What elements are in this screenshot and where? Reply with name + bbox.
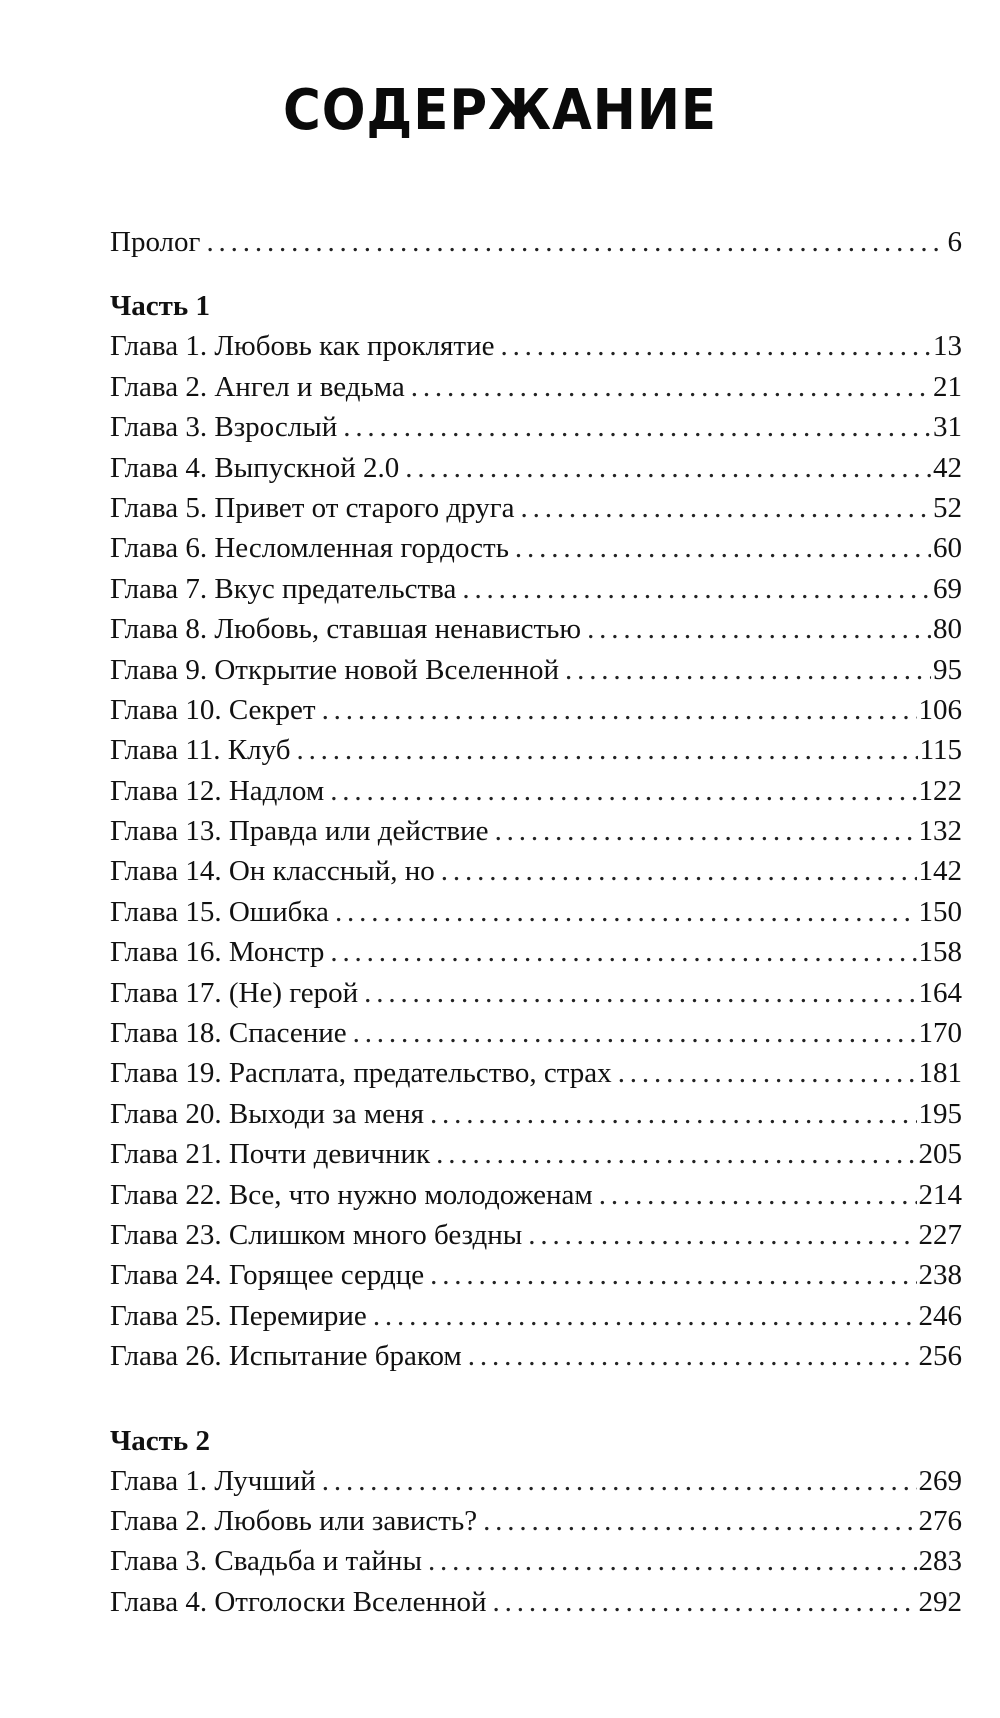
toc-entry[interactable] [110,973,962,1013]
toc-entry-page: 80 [933,613,962,646]
toc-entry[interactable] [110,892,962,932]
toc-entry[interactable] [110,1175,962,1215]
toc-entry[interactable] [110,326,962,366]
dot-leader [515,528,931,568]
dot-leader [493,1582,917,1622]
toc-entry[interactable] [110,367,962,407]
toc-entry-page: 181 [918,1057,962,1090]
toc-entry[interactable] [110,932,962,972]
toc-entry-label: Глава 11. Клуб [110,734,291,767]
dot-leader [468,1336,917,1376]
toc-entry[interactable] [110,448,962,488]
table-of-contents [110,222,962,1622]
toc-entry[interactable] [110,690,962,730]
toc-entry-label: Глава 4. Отголоски Вселенной [110,1585,487,1618]
toc-entry[interactable] [110,1296,962,1336]
part-2-heading: Часть 2 [110,1424,210,1457]
toc-entry-label: Глава 21. Почти девичник [110,1138,431,1171]
toc-entry[interactable] [110,1013,962,1053]
toc-entry-label: Глава 24. Горящее сердце [110,1259,425,1292]
toc-entry-page: 170 [918,1017,962,1050]
toc-entry-label: Глава 1. Лучший [110,1464,316,1497]
toc-entry[interactable] [110,609,962,649]
toc-entry[interactable] [110,811,962,851]
toc-entry-prolog[interactable] [110,222,962,262]
toc-entry-page: 13 [933,330,962,363]
toc-entry-page: 158 [918,936,962,969]
toc-entry-label: Глава 3. Свадьба и тайны [110,1545,422,1578]
dot-leader [500,326,931,366]
toc-entry-label: Глава 25. Перемирие [110,1299,367,1332]
toc-entry[interactable] [110,407,962,447]
dot-leader [405,448,931,488]
toc-entry-page: 195 [918,1097,962,1130]
toc-entry-label: Глава 2. Ангел и ведьма [110,370,405,403]
toc-entry[interactable] [110,528,962,568]
toc-entry[interactable] [110,730,962,770]
toc-entry-label: Глава 19. Расплата, предательство, страх [110,1057,612,1090]
toc-entry-label: Глава 1. Любовь как проклятие [110,330,495,363]
toc-entry-page: 246 [918,1299,962,1332]
toc-entry-page: 52 [933,491,962,524]
toc-entry-page: 95 [933,653,962,686]
toc-entry-page: 238 [918,1259,962,1292]
toc-entry-label: Глава 17. (Не) герой [110,976,359,1009]
dot-leader [364,973,916,1013]
toc-entry[interactable] [110,1215,962,1255]
toc-entry-label: Глава 26. Испытание браком [110,1340,462,1373]
toc-entry-page: 276 [918,1504,962,1537]
dot-leader [618,1053,917,1093]
dot-leader [343,407,931,447]
toc-entry-page: 69 [933,572,962,605]
dot-leader [430,1255,916,1295]
toc-entry-label: Глава 23. Слишком много бездны [110,1218,523,1251]
toc-entry[interactable] [110,771,962,811]
dot-leader [521,488,931,528]
toc-entry[interactable] [110,1541,962,1581]
toc-entry-label: Глава 9. Открытие новой Вселенной [110,653,559,686]
toc-entry-label: Глава 16. Монстр [110,936,325,969]
toc-entry-label: Глава 7. Вкус предательства [110,572,457,605]
dot-leader [599,1175,917,1215]
toc-entry-label: Глава 10. Секрет [110,693,316,726]
dot-leader [373,1296,917,1336]
toc-entry-page: 150 [918,895,962,928]
dot-leader [322,690,917,730]
toc-entry-page: 205 [918,1138,962,1171]
dot-leader [330,932,916,972]
dot-leader [441,851,917,891]
dot-leader [495,811,917,851]
toc-entry-page: 60 [933,532,962,565]
dot-leader [206,222,945,262]
toc-entry-page: 21 [933,370,962,403]
toc-entry[interactable] [110,650,962,690]
toc-entry[interactable] [110,488,962,528]
toc-entry-page: 122 [918,774,962,807]
toc-entry-label: Глава 22. Все, что нужно молодоженам [110,1178,593,1211]
toc-entry[interactable] [110,1255,962,1295]
toc-entry[interactable] [110,1501,962,1541]
toc-entry-label: Глава 13. Правда или действие [110,815,489,848]
dot-leader [353,1013,917,1053]
toc-entry-label: Глава 5. Привет от старого друга [110,491,515,524]
toc-entry-label: Глава 8. Любовь, ставшая ненавистью [110,613,582,646]
toc-entry-label: Глава 12. Надлом [110,774,325,807]
toc-entry[interactable] [110,569,962,609]
dot-leader [335,892,917,932]
dot-leader [462,569,931,609]
dot-leader [587,609,931,649]
dot-leader [296,730,917,770]
dot-leader [436,1134,916,1174]
dot-leader [411,367,931,407]
toc-entry-page: 42 [933,451,962,484]
dot-leader [428,1541,917,1581]
toc-entry-page: 132 [918,815,962,848]
toc-entry-page: 115 [919,734,962,767]
dot-leader [565,650,931,690]
toc-entry[interactable] [110,1094,962,1134]
dot-leader [483,1501,916,1541]
toc-entry-page: 269 [918,1464,962,1497]
toc-entry-page: 6 [947,226,962,258]
toc-entry[interactable] [110,851,962,891]
toc-entry-label: Глава 18. Спасение [110,1017,347,1050]
toc-entry-label: Глава 6. Несломленная гордость [110,532,509,565]
toc-entry-label: Глава 14. Он классный, но [110,855,435,888]
toc-entry-label: Глава 4. Выпускной 2.0 [110,451,400,484]
part-2-chapter-list [110,1461,962,1623]
toc-entry-page: 256 [918,1340,962,1373]
dot-leader [322,1461,917,1501]
part-1-chapter-list [110,326,962,1376]
part-1-heading: Часть 1 [110,290,210,323]
dot-leader [430,1094,917,1134]
toc-entry-page: 31 [933,411,962,444]
toc-entry-page: 164 [918,976,962,1009]
toc-entry-page: 106 [918,693,962,726]
toc-entry-label: Глава 15. Ошибка [110,895,329,928]
dot-leader [330,771,916,811]
toc-entry-label: Глава 2. Любовь или зависть? [110,1504,478,1537]
toc-entry[interactable] [110,1582,962,1622]
toc-entry[interactable] [110,1461,962,1501]
toc-entry-page: 283 [918,1545,962,1578]
toc-entry-page: 292 [918,1585,962,1618]
dot-leader [528,1215,916,1255]
toc-entry[interactable] [110,1336,962,1376]
toc-entry-label: Пролог [110,226,201,258]
toc-entry-page: 142 [918,855,962,888]
toc-entry-label: Глава 20. Выходи за меня [110,1097,424,1130]
toc-entry[interactable] [110,1134,962,1174]
toc-entry[interactable] [110,1053,962,1093]
toc-entry-page: 214 [918,1178,962,1211]
toc-entry-label: Глава 3. Взрослый [110,411,338,444]
page-title: СОДЕРЖАНИЕ [282,78,718,143]
toc-entry-page: 227 [918,1218,962,1251]
